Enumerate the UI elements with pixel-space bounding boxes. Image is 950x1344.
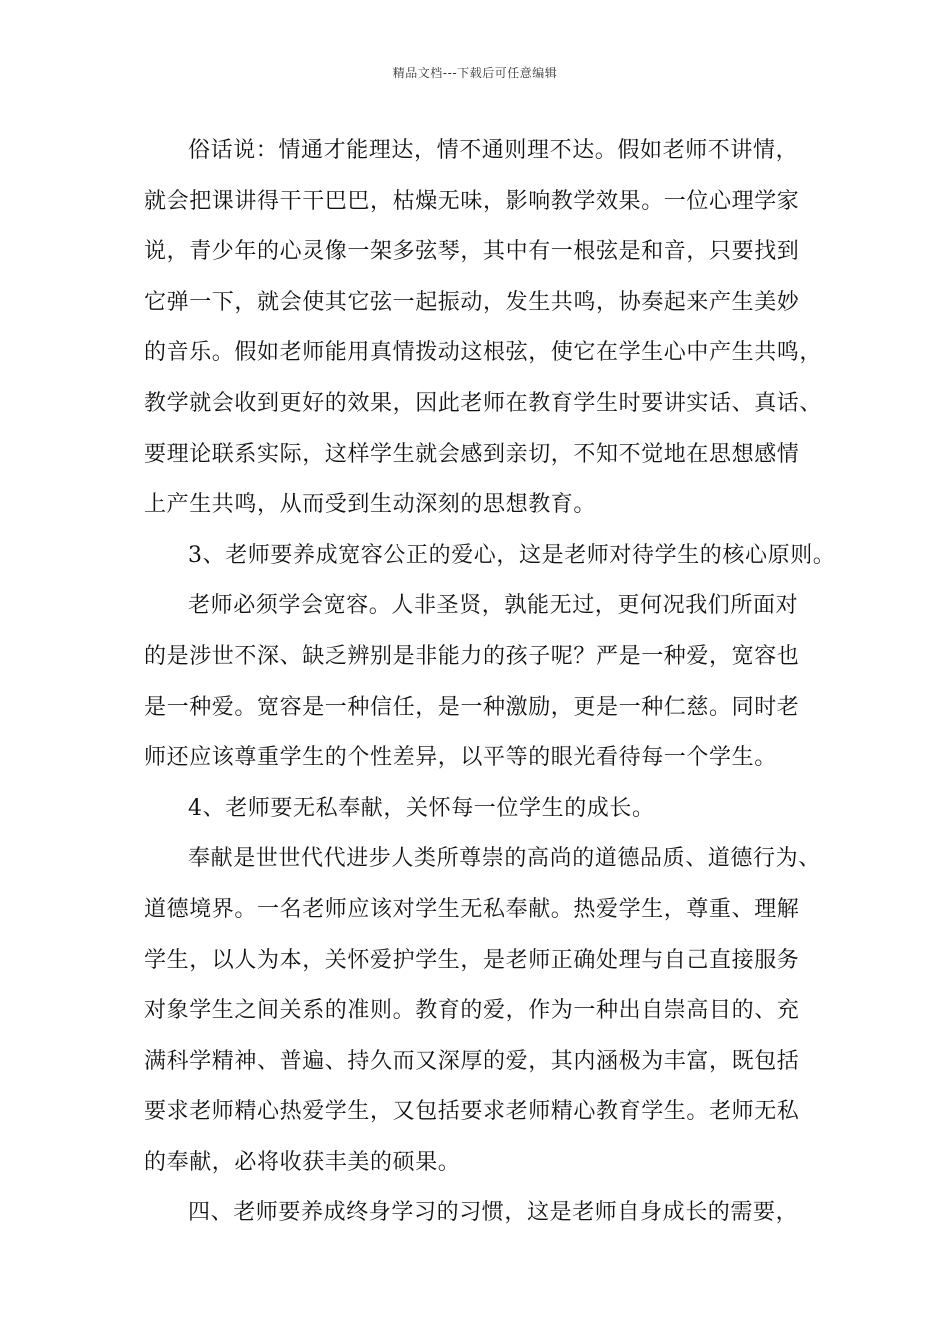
text-line: 俗话说：情通才能理达，情不通则理不达。假如老师不讲情， <box>188 138 799 163</box>
text-line: 奉献是世世代代进步人类所尊崇的高尚的道德品质、道德行为、 <box>188 846 821 872</box>
text-line: 要求老师精心热爱学生，又包括要求老师精心教育学生。老师无私 <box>144 1099 800 1125</box>
text-line: 对象学生之间关系的准则。教育的爱，作为一种出自崇高目的、充 <box>144 998 800 1024</box>
text-line: 是一种爱。宽容是一种信任，是一种激励，更是一种仁慈。同时老 <box>144 694 800 720</box>
document-body <box>144 126 836 1239</box>
section-heading: 四、老师要养成终身学习的习惯，这是老师自身成长的需要， <box>188 1200 799 1226</box>
text-line: 的音乐。假如老师能用真情拨动这根弦，使它在学生心中产生共鸣， <box>144 340 823 366</box>
text-line: 要理论联系实际，这样学生就会感到亲切，不知不觉地在思想感情 <box>144 441 800 467</box>
section-heading: 3、老师要养成宽容公正的爱心，这是老师对待学生的核心原则。 <box>188 542 836 568</box>
text-line: 的是涉世不深、缺乏辨别是非能力的孩子呢？严是一种爱，宽容也 <box>144 643 800 669</box>
text-line: 老师必须学会宽容。人非圣贤，孰能无过，更何况我们所面对 <box>188 593 799 619</box>
section-heading: 4、老师要无私奉献，关怀每一位学生的成长。 <box>188 795 655 821</box>
text-line: 说，青少年的心灵像一架多弦琴，其中有一根弦是和音，只要找到 <box>144 239 800 265</box>
text-line: 上产生共鸣，从而受到生动深刻的思想教育。 <box>144 492 597 518</box>
text-line: 师还应该尊重学生的个性差异，以平等的眼光看待每一个学生。 <box>144 745 777 771</box>
text-line: 教学就会收到更好的效果，因此老师在教育学生时要讲实话、真话、 <box>144 390 823 416</box>
text-line: 的奉献，必将收获丰美的硕果。 <box>144 1149 461 1175</box>
text-line: 它弹一下，就会使其它弦一起振动，发生共鸣，协奏起来产生美妙 <box>144 289 800 315</box>
text-line: 就会把课讲得干干巴巴，枯燥无味，影响教学效果。一位心理学家 <box>144 188 800 214</box>
page-header: 精品文档---下载后可任意编辑 <box>392 66 558 80</box>
text-line: 学生，以人为本，关怀爱护学生，是老师正确处理与自己直接服务 <box>144 947 800 973</box>
text-line: 满科学精神、普遍、持久而又深厚的爱，其内涵极为丰富，既包括 <box>144 1048 800 1074</box>
text-line: 道德境界。一名老师应该对学生无私奉献。热爱学生，尊重、理解 <box>144 896 800 922</box>
